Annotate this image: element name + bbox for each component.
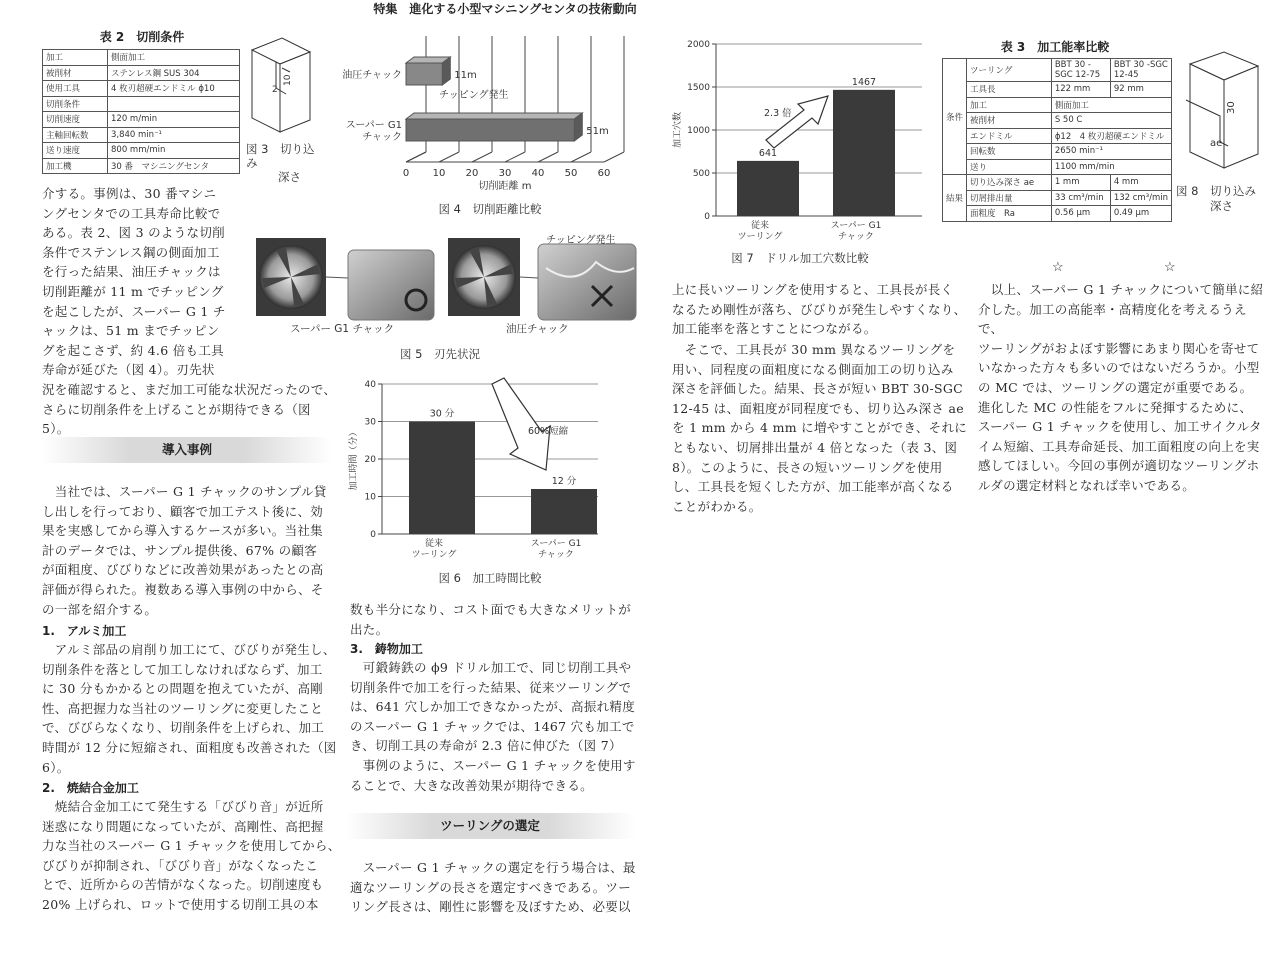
- fig3-workpiece-drawing: [246, 36, 316, 138]
- table3-label: 被削材: [967, 113, 1052, 129]
- table3-row: [943, 128, 1172, 144]
- table3-value: 側面加工: [1051, 97, 1171, 113]
- fig4-category-label: チャック: [362, 132, 402, 143]
- text-line: 上に長いツーリングを使用すると、工具長が長く: [672, 282, 954, 297]
- fig6-value-label: 12 分: [551, 476, 577, 487]
- text-line: アルミ部品の肩削り加工にて、びびりが発生し、: [42, 642, 336, 657]
- fig4-xtick: 10: [432, 168, 446, 179]
- fig8-caption: [1176, 184, 1266, 214]
- table3-label: 切屑排出量: [967, 190, 1052, 206]
- col4-para: [978, 280, 1268, 496]
- text-line: ることで、大きな改善効果が期待できる。: [350, 777, 593, 793]
- fig4-xlabel: 切削距離 m: [478, 181, 532, 192]
- fig4-gridline-depth: [604, 152, 624, 162]
- fig7-bar: [737, 161, 799, 216]
- text-line: 数も半分になり、コスト面でも大きなメリットが: [350, 602, 632, 617]
- text-line: が面粗度、びびりなどに改善効果があったとの高: [42, 562, 324, 578]
- text-line: を 1 mm から 4 mm に増やすことができ、それに: [672, 420, 968, 436]
- text-line: 事例のように、スーパー G 1 チャックを使用す: [350, 757, 636, 773]
- col2-para2: [350, 658, 650, 795]
- text-line: は、641 穴しか加工できなかったが、高振れ精度: [350, 699, 636, 715]
- text-line: 加工能率を落とすことにつながる。: [672, 321, 877, 337]
- text-line: を起こしたが、スーパー G 1 チ: [42, 303, 226, 319]
- text-line: に 30 分もかかるとの問題を抱えていたが、高剛: [42, 681, 324, 697]
- text-line: 深さを評価した。結果、長さが短い BBT 30-SGC: [672, 381, 963, 397]
- fig7-ytick: 0: [704, 212, 710, 222]
- table2-title: 表 2 切削条件: [99, 30, 185, 44]
- table2-row: [43, 112, 240, 128]
- table2-row: [43, 50, 240, 66]
- text-line: イム短縮、工具寿命延長、加工面粗度の向上を実: [978, 438, 1260, 454]
- fig5-right-edge-photo: [538, 244, 636, 320]
- table3-row: [943, 113, 1172, 129]
- text-line: で、びびらなくなり、切削条件を上げられ、加工: [42, 720, 325, 736]
- fig7-category-label: ツーリング: [737, 232, 783, 242]
- fig6-ytick: 30: [364, 417, 376, 428]
- text-line: 20% 上げられ、ロットで使用する切削工具の本: [42, 896, 319, 912]
- table3-row: [943, 159, 1172, 175]
- fig6-category-label: 従来: [424, 539, 444, 549]
- table3-value: BBT 30 -SGC 12-75: [1051, 59, 1110, 82]
- col1-section-para: [42, 482, 342, 619]
- table2-row: [43, 158, 240, 174]
- fig3-dim-10: 10: [283, 74, 293, 86]
- text-line: 切削距離が 11 m でチッピング: [42, 283, 224, 299]
- fig3-caption: [246, 142, 320, 184]
- fig6-arrow-icon: [492, 378, 550, 470]
- fig4-category-label: スーパー G1: [345, 120, 402, 131]
- table3-value: 1 mm: [1051, 175, 1110, 191]
- text-line: 果を実感してから導入するケースが多い。当社集: [42, 523, 323, 539]
- text-line: ングセンタでの工具寿命比較で: [42, 205, 221, 221]
- fig4-bar-top: [406, 113, 582, 119]
- text-line: 可鍛鋳鉄の ϕ9 ドリル加工で、同じ切削工具や: [350, 660, 632, 675]
- fig4-bar: [406, 119, 574, 141]
- fig6-category-label: チャック: [538, 550, 574, 560]
- fig4-category-label: 油圧チャック: [342, 70, 402, 81]
- col1-sub1-para: [42, 640, 342, 777]
- text-line: 寿命が延びた（図 4）。刃先状: [42, 362, 215, 378]
- table2-row: [43, 96, 240, 112]
- fig7-ytick: 2000: [687, 40, 710, 50]
- fig7-bar: [833, 90, 895, 216]
- table2-value: 4 枚刃超硬エンドミル ϕ10: [108, 81, 240, 97]
- text-line: 進化した MC の性能をフルに発揮するために、: [978, 399, 1253, 415]
- table3-value: BBT 30 -SGC 12-45: [1110, 59, 1171, 82]
- text-line: 条件でステンレス鋼の側面加工: [42, 244, 220, 260]
- table2: [42, 49, 240, 174]
- fig5-chipping-label: チッピング発生: [546, 235, 616, 246]
- fig4-gridline-depth: [505, 152, 525, 162]
- table3-label: 加工: [967, 97, 1052, 113]
- fig4-value-label: 51m: [586, 126, 609, 137]
- text-line: の MC では、ツーリングの選定が重要である。: [978, 379, 1253, 395]
- text-line: き、切削工具の寿命が 2.3 倍に伸びた（図 7）: [350, 738, 622, 754]
- table2-value: ステンレス鋼 SUS 304: [108, 65, 240, 81]
- subhead-casting: 3. 鋳物加工: [350, 642, 423, 656]
- text-line: 感してほしい。今回の事例が適切なツーリングホ: [978, 458, 1260, 474]
- col2-para3: [350, 858, 650, 917]
- text-line: ともない、切屑排出量が 4 倍となった（表 3、図: [672, 439, 958, 455]
- fig4-gridline-depth: [439, 152, 459, 162]
- text-line: 況を確認すると、まだ加工可能な状況だったので、: [42, 382, 337, 397]
- text-line: 6）。: [42, 759, 70, 775]
- table3-label: 送り: [967, 159, 1052, 175]
- table3-value: 2650 min⁻¹: [1051, 144, 1171, 160]
- table2-row: [43, 143, 240, 159]
- text-line: 計のデータでは、サンプル提供後、67% の顧客: [42, 542, 318, 558]
- fig6-annotation: 60%短縮: [528, 426, 569, 437]
- text-line: そこで、工具長が 30 mm 異なるツーリングを: [672, 342, 956, 357]
- text-line: し出しを行っており、顧客で加工テスト後に、効: [42, 503, 324, 519]
- table3-row: [943, 144, 1172, 160]
- fig7-annotation: 2.3 倍: [764, 108, 792, 119]
- fig8-dim-ae: ae: [1210, 138, 1223, 149]
- text-line: 介した。加工の高能率・高精度化を考えるうえで、: [978, 301, 1247, 337]
- fig4-axis-depth: [406, 152, 426, 162]
- table3-label: 工具長: [967, 82, 1052, 98]
- fig8-caption-line2: 深さ: [1210, 199, 1233, 213]
- section-title-case-studies: 導入事例: [42, 437, 332, 463]
- fig6-bar: [531, 489, 597, 534]
- text-line: 焼結合金加工にて発生する「びびり音」が近所: [42, 799, 324, 814]
- table3-row: [943, 59, 1172, 82]
- table3-label: 回転数: [967, 144, 1052, 160]
- fig8-caption-line1: 図 8 切り込み: [1176, 184, 1256, 198]
- table2-label: 切削速度: [43, 112, 108, 128]
- table3: [942, 58, 1172, 222]
- col3-para2: [672, 340, 972, 516]
- text-line: 12-45 は、面粗度が同程度でも、切り込み深さ ae: [672, 400, 964, 416]
- fig7-ytick: 500: [692, 169, 710, 179]
- table3-value: 92 mm: [1110, 82, 1171, 98]
- text-line: 力な当社のスーパー G 1 チャックを使用してから、: [42, 838, 341, 854]
- table2-label: 使用工具: [43, 81, 108, 97]
- fig4-gridline-depth: [538, 152, 558, 162]
- text-line: 介する。事例は、30 番マシニ: [42, 186, 217, 201]
- fig7-category-label: チャック: [838, 232, 874, 242]
- text-line: びびりが抑制され、「びびり音」がなくなったこ: [42, 857, 319, 873]
- fig4-bar: [406, 63, 442, 85]
- table3-value: 132 cm³/min: [1110, 190, 1171, 206]
- fig4-chart: [340, 30, 630, 198]
- fig8-dim-30: 30: [1226, 101, 1237, 114]
- fig3-caption-line1: 図 3 切り込み: [246, 142, 315, 170]
- fig6-category-label: スーパー G1: [530, 539, 582, 549]
- table2-label: 切削条件: [43, 96, 108, 112]
- text-line: し、工具長を短くした方が、加工能率が高くなる: [672, 479, 954, 495]
- table2-label: 送り速度: [43, 143, 108, 159]
- fig7-ylabel: 加工穴数: [673, 111, 683, 149]
- table3-group-condition: 条件: [943, 59, 967, 175]
- text-line: さらに切削条件を上げることが期待できる（図 5）。: [42, 401, 311, 437]
- subhead-aluminum: 1. アルミ加工: [42, 624, 127, 638]
- fig4-value-label: 11m: [454, 70, 477, 81]
- table3-value: 1100 mm/min: [1051, 159, 1171, 175]
- text-line: ルダの選定材料となれば幸いである。: [978, 477, 1196, 493]
- star-divider-left: ☆: [1052, 260, 1064, 275]
- table3-value: 0.56 μm: [1051, 206, 1110, 222]
- fig6-caption: 図 6 加工時間比較: [438, 571, 542, 585]
- col3-para1: [672, 280, 972, 339]
- table3-row: [943, 82, 1172, 98]
- text-line: 切削条件を落として加工しなければならず、加工: [42, 661, 323, 677]
- fig7-chart: [668, 32, 938, 246]
- fig6-chart: [342, 372, 642, 564]
- text-line: 性、高把握力な当社のツーリングに変更したこと: [42, 700, 324, 716]
- text-line: なるため剛性が落ち、びびりが発生しやすくなり、: [672, 301, 967, 317]
- fig6-bar: [409, 422, 475, 535]
- fig7-ytick: 1500: [687, 83, 710, 93]
- text-line: 迷惑になり問題になっていたが、高剛性、高把握: [42, 818, 324, 834]
- fig4-xtick: 0: [402, 168, 410, 179]
- table2-row: [43, 81, 240, 97]
- text-line: 出た。: [350, 621, 389, 637]
- fig5-caption: 図 5 刃先状況: [400, 347, 480, 361]
- table2-label: 加工: [43, 50, 108, 66]
- fig5-label-super-g1: スーパー G1 チャック: [290, 323, 395, 335]
- table3-value: 4 mm: [1110, 175, 1171, 191]
- text-line: ある。表 2、図 3 のような切削: [42, 225, 225, 241]
- table3-label: 切り込み深さ ae: [967, 175, 1052, 191]
- table3-title: 表 3 加工能率比較: [1000, 40, 1110, 54]
- text-line: 切削条件で加工を行った結果、従来ツーリングで: [350, 679, 632, 695]
- table3-value: 0.49 μm: [1110, 206, 1171, 222]
- table3-row: [943, 206, 1172, 222]
- table3-label: 面粗度 Ra: [967, 206, 1052, 222]
- table2-value: [108, 96, 240, 112]
- text-line: のスーパー G 1 チャックでは、1467 穴も加工で: [350, 718, 635, 734]
- fig3-dim-2: 2: [272, 85, 278, 95]
- text-line: スーパー G 1 チャックの選定を行う場合は、最: [350, 860, 636, 875]
- fig8-workpiece-drawing: [1180, 50, 1264, 178]
- table3-row: [943, 175, 1172, 191]
- fig6-ytick: 40: [364, 380, 376, 390]
- table3-value: 33 cm³/min: [1051, 190, 1110, 206]
- text-line: ャックは、51 m までチッピン: [42, 323, 220, 339]
- text-line: 用い、同程度の面粗度になる側面加工の切り込み: [672, 361, 954, 377]
- table2-label: 被削材: [43, 65, 108, 81]
- table3-group-result: 結果: [943, 175, 967, 222]
- fig4-gridline-depth: [571, 152, 591, 162]
- text-line: グを起こさず、約 4.6 倍も工具: [42, 342, 224, 358]
- fig4-xtick: 20: [465, 168, 479, 179]
- text-line: リング長さは、剛性に影響を及ぼすため、必要以: [350, 899, 631, 915]
- col1-intro: [42, 184, 242, 380]
- table2-value: 800 mm/min: [108, 143, 240, 159]
- fig4-xtick: 30: [498, 168, 512, 179]
- table2-value: 側面加工: [108, 50, 240, 66]
- fig6-ytick: 10: [364, 492, 376, 503]
- fig4-caption: 図 4 切削距離比較: [438, 202, 542, 216]
- fig6-ylabel: 加工時間（分）: [349, 427, 359, 491]
- text-line: 以上、スーパー G 1 チャックについて簡単に紹: [978, 282, 1264, 297]
- table2-row: [43, 127, 240, 143]
- fig4-xtick: 60: [597, 168, 611, 179]
- col1-sub2-para: [42, 797, 342, 915]
- star-divider-right: ☆: [1164, 260, 1176, 275]
- fig7-category-label: 従来: [750, 221, 770, 231]
- fig7-value-label: 641: [758, 147, 778, 159]
- table3-row: [943, 190, 1172, 206]
- table2-label: 加工機: [43, 158, 108, 174]
- text-line: ことがわかる。: [672, 498, 762, 514]
- subhead-sintered: 2. 焼結合金加工: [42, 781, 139, 795]
- fig7-caption: 図 7 ドリル加工穴数比較: [731, 251, 869, 265]
- text-line: 当社では、スーパー G 1 チャックのサンプル貸: [42, 484, 327, 499]
- text-line: 適なツーリングの長さを選定すべきである。ツー: [350, 879, 632, 895]
- fig6-ytick: 20: [364, 455, 376, 465]
- fig7-value-label: 1467: [851, 76, 877, 88]
- col2-para1: [350, 600, 650, 639]
- fig3-caption-line2: 深さ: [278, 170, 301, 184]
- text-line: を行った結果、油圧チャックは: [42, 264, 221, 280]
- fig4-gridline-depth: [472, 152, 492, 162]
- table2-label: 主軸回転数: [43, 127, 108, 143]
- table2-row: [43, 65, 240, 81]
- fig4-xtick: 40: [531, 168, 545, 179]
- fig6-value-label: 30 分: [429, 408, 455, 420]
- table2-value: 3,840 min⁻¹: [108, 127, 240, 143]
- text-line: 時間が 12 分に短縮され、面粗度も改善された（図: [42, 739, 337, 755]
- table3-row: [943, 97, 1172, 113]
- running-header: 特集 進化する小型マシニングセンタの技術動向: [373, 2, 637, 16]
- fig4-xtick: 50: [564, 168, 578, 179]
- fig7-category-label: スーパー G1: [830, 221, 882, 231]
- table3-label: エンドミル: [967, 128, 1052, 144]
- text-line: いなかった方々も多いのではないだろうか。小型: [978, 360, 1260, 376]
- fig7-arrow-icon: [766, 96, 828, 148]
- text-line: スーパー G 1 チャックを使用し、加工サイクルタ: [978, 419, 1262, 435]
- text-line: ツーリングがおよぼす影響にあまり関心を寄せて: [978, 340, 1260, 356]
- table3-value: 122 mm: [1051, 82, 1110, 98]
- table3-label: ツーリング: [967, 59, 1052, 82]
- table2-value: 120 m/min: [108, 112, 240, 128]
- table3-value: ϕ12 4 枚刃超硬エンドミル: [1051, 128, 1171, 144]
- text-line: とで、近所からの苦情がなくなった。切削速度も: [42, 877, 324, 893]
- col1-intro-full: [42, 380, 342, 439]
- fig7-ytick: 1000: [687, 126, 710, 136]
- text-line: 評価が得られた。複数ある導入事例の中から、そ: [42, 581, 324, 597]
- fig6-ytick: 0: [370, 530, 376, 540]
- fig6-category-label: ツーリング: [411, 550, 457, 560]
- table3-value: S 50 C: [1051, 113, 1171, 129]
- table2-value: 30 番 マシニングセンタ: [108, 158, 240, 174]
- fig4-annotation: チッピング発生: [439, 90, 509, 101]
- fig5-label-hydraulic: 油圧チャック: [506, 323, 569, 335]
- text-line: 8）。このように、長さの短いツーリングを使用: [672, 459, 943, 475]
- section-title-tooling-selection: ツーリングの選定: [345, 813, 635, 839]
- text-line: の一部を紹介する。: [42, 601, 158, 617]
